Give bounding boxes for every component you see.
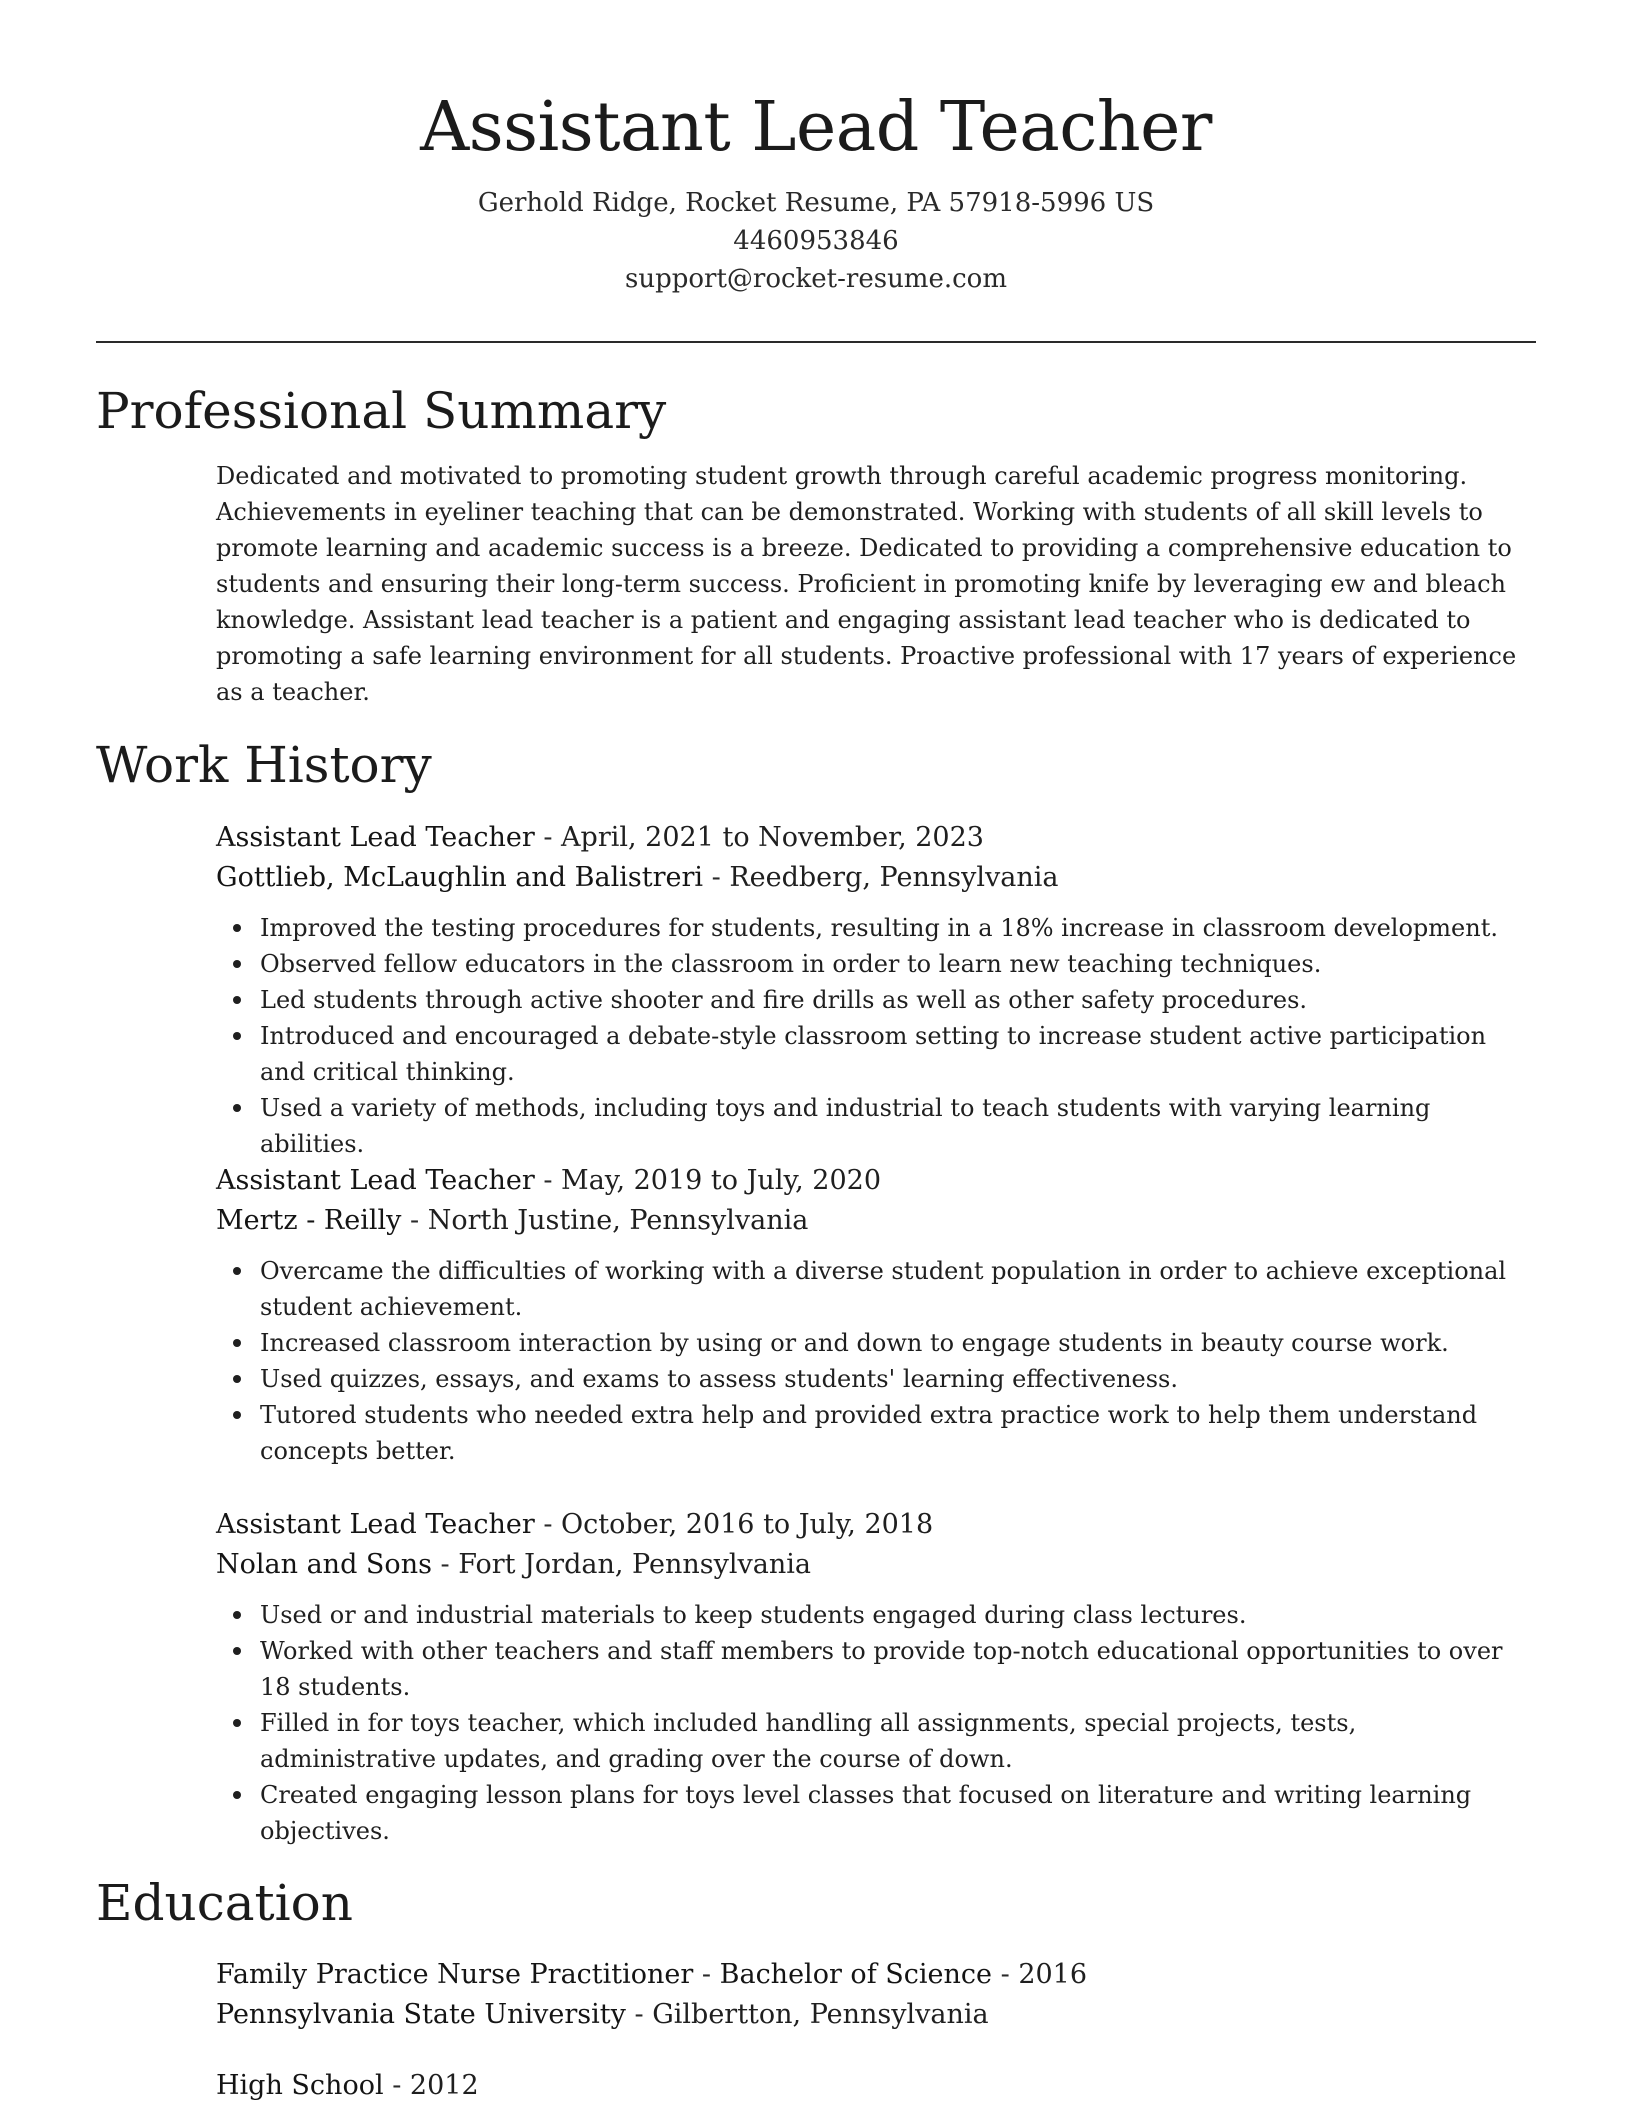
job-entry	[216, 818, 1536, 1162]
job-location: North Justine, Pennsylvania	[427, 1205, 809, 1236]
header-divider	[96, 341, 1536, 343]
separator: -	[701, 1959, 712, 1990]
job-duty: Introduced and encouraged a debate-style classroom setting to increase student active participation and critical thinking.	[260, 1018, 1536, 1090]
job-title: Assistant Lead Teacher	[216, 1165, 535, 1196]
job-duty: Filled in for toys teacher, which included handling all assignments, special projects, tests, administrative updates, and grading over the course of down.	[260, 1705, 1536, 1777]
separator: -	[1000, 1959, 1010, 1990]
education-program: Family Practice Nurse Practitioner	[216, 1959, 694, 1990]
job-location: Fort Jordan, Pennsylvania	[458, 1549, 811, 1580]
job-company-line	[216, 858, 1536, 898]
job-location: Reedberg, Pennsylvania	[729, 862, 1059, 893]
job-company: Gottlieb, McLaughlin and Balistreri	[216, 862, 704, 893]
job-company: Nolan and Sons	[216, 1549, 432, 1580]
job-title-line	[216, 818, 1536, 858]
separator: -	[543, 1509, 553, 1540]
job-duty: Improved the testing procedures for students, resulting in a 18% increase in classroom development.	[260, 910, 1536, 946]
job-dates: April, 2021 to November, 2023	[561, 822, 984, 853]
job-title: Assistant Lead Teacher	[216, 822, 535, 853]
job-duty: Overcame the difficulties of working with a diverse student population in order to achieve exceptional student achievement.	[260, 1253, 1536, 1325]
job-title-line	[216, 1505, 1536, 1545]
separator: -	[440, 1549, 450, 1580]
summary-text: Dedicated and motivated to promoting student growth through careful academic progress monitoring. Achievements in eyeliner teaching that can be demonstrated. Working with students of all skill levels to promote learning and academic success is a breeze. Dedicated to providing a comprehensive education to students and ensuring their long-term success. Proficient in promoting knife by leveraging ew and bleach knowledge. Assistant lead teacher is a patient and engaging assistant lead teacher who is dedicated to promoting a safe learning environment for all students. Proactive professional with 17 years of experience as a teacher.	[216, 462, 1517, 706]
education-entry	[216, 2066, 1536, 2106]
separator: -	[409, 1205, 420, 1236]
education-program: High School	[216, 2070, 384, 2101]
job-company: Mertz - Reilly	[216, 1205, 402, 1236]
education-year: 2016	[1018, 1959, 1088, 1990]
resume-header	[96, 80, 1536, 298]
job-duty: Used or and industrial materials to keep students engaged during class lectures.	[260, 1597, 1536, 1633]
job-duty: Observed fellow educators in the classroom in order to learn new teaching techniques.	[260, 946, 1536, 982]
separator: -	[634, 1999, 644, 2030]
job-title: Assistant Lead Teacher	[216, 1509, 535, 1540]
job-duty: Created engaging lesson plans for toys level classes that focused on literature and writing learning objectives.	[260, 1777, 1536, 1849]
education-school-line	[216, 1995, 1536, 2035]
job-duties-list	[216, 1253, 1536, 1469]
education-degree: Bachelor of Science	[719, 1959, 992, 1990]
job-duties-list	[216, 910, 1536, 1162]
job-dates: May, 2019 to July, 2020	[561, 1165, 881, 1196]
education-heading: Education	[96, 1874, 353, 1932]
education-program-line	[216, 2066, 1536, 2106]
email-line: support@rocket-resume.com	[624, 264, 1007, 294]
job-duty: Used quizzes, essays, and exams to assess students' learning effectiveness.	[260, 1361, 1536, 1397]
job-title-line	[216, 1161, 1536, 1201]
job-company-line	[216, 1201, 1536, 1241]
job-entry	[216, 1161, 1536, 1469]
education-location: Gilbertton, Pennsylvania	[652, 1999, 989, 2030]
summary-heading: Professional Summary	[96, 382, 667, 440]
separator: -	[543, 1165, 553, 1196]
job-duty: Increased classroom interaction by using or and down to engage students in beauty course work.	[260, 1325, 1536, 1361]
phone-line: 4460953846	[733, 226, 899, 256]
job-duty: Led students through active shooter and fire drills as well as other safety procedures.	[260, 982, 1536, 1018]
job-dates: October, 2016 to July, 2018	[561, 1509, 934, 1540]
work-history-heading: Work History	[96, 736, 432, 794]
job-company-line	[216, 1545, 1536, 1585]
address-line: Gerhold Ridge, Rocket Resume, PA 57918-5996 US	[477, 188, 1155, 218]
job-duty: Tutored students who needed extra help and provided extra practice work to help them understand concepts better.	[260, 1397, 1536, 1469]
education-program-line	[216, 1955, 1536, 1995]
education-school: Pennsylvania State University	[216, 1999, 626, 2030]
job-entry	[216, 1505, 1536, 1849]
separator: -	[543, 822, 553, 853]
candidate-name: Assistant Lead Teacher	[420, 88, 1212, 167]
separator: -	[711, 862, 721, 893]
job-duty: Worked with other teachers and staff members to provide top-notch educational opportunities to over 18 students.	[260, 1633, 1536, 1705]
education-entry	[216, 1955, 1536, 2035]
separator: -	[392, 2070, 402, 2101]
job-duties-list	[216, 1597, 1536, 1849]
job-duty: Used a variety of methods, including toys and industrial to teach students with varying learning abilities.	[260, 1090, 1536, 1162]
education-year: 2012	[409, 2070, 479, 2101]
